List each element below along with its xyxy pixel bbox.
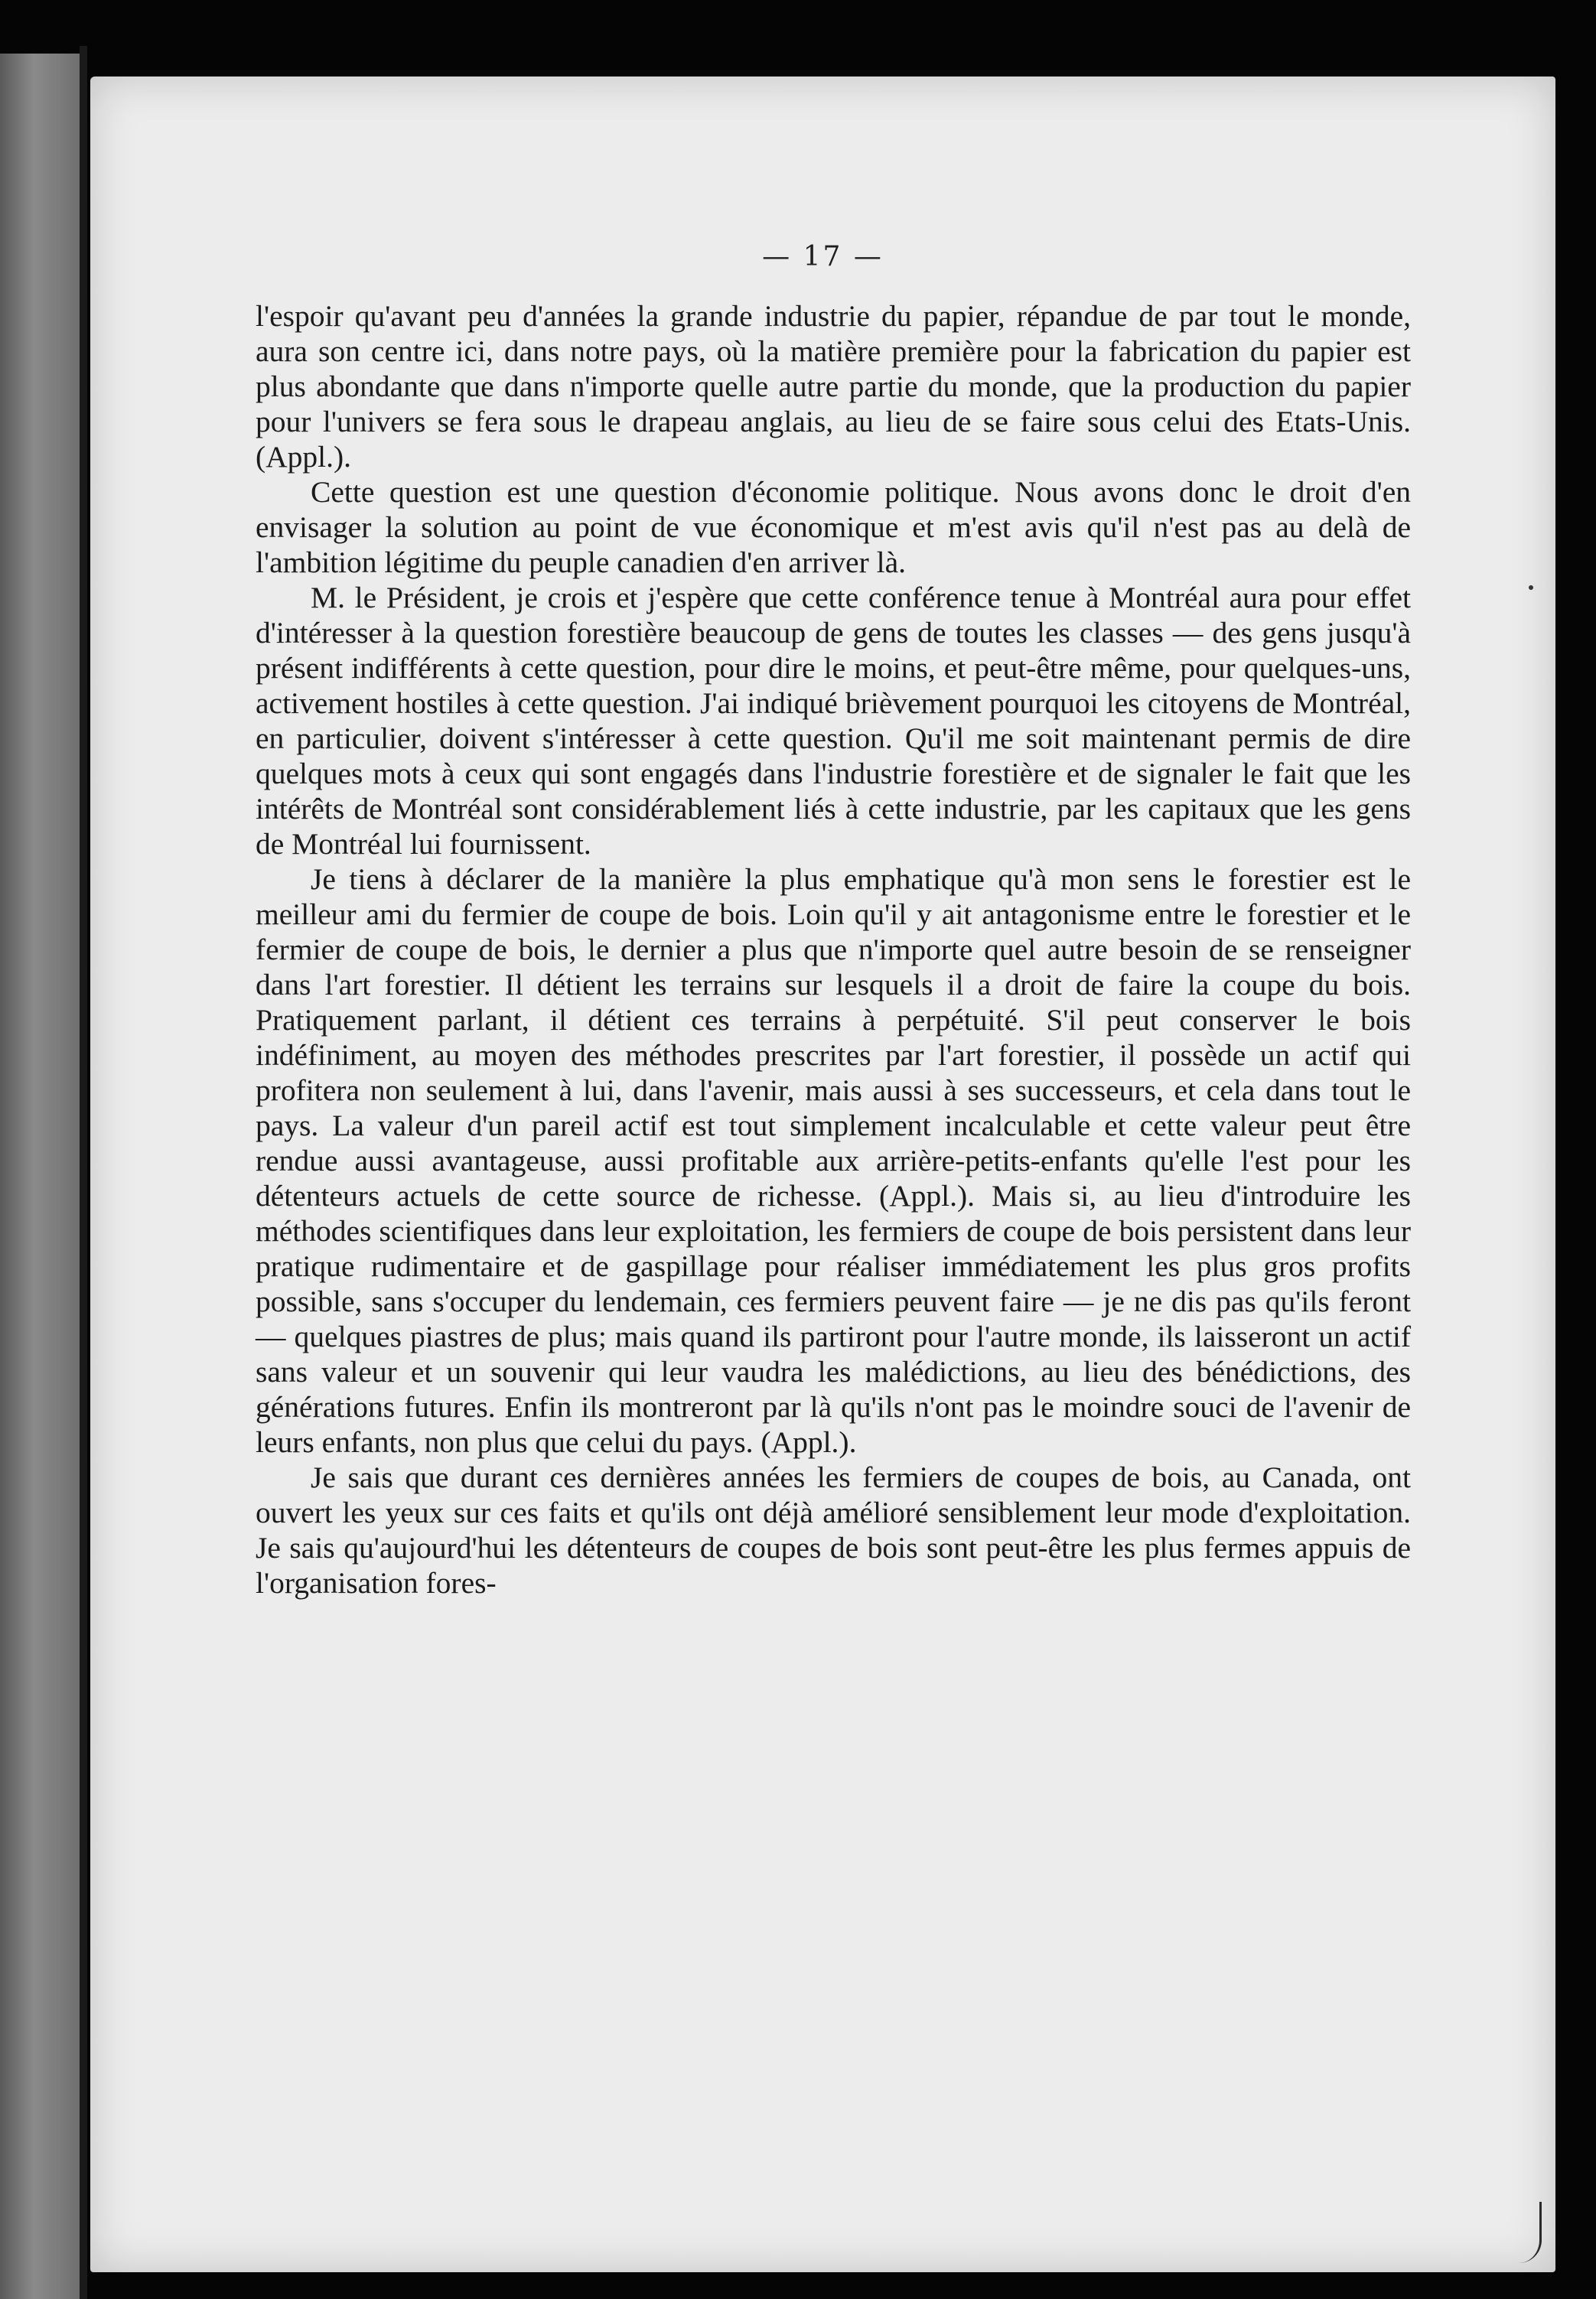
page-number: — 17 —: [762, 241, 884, 272]
paragraph-3: M. le Président, je crois et j'espère que cette conférence tenue à Montréal aura pour effet d'intéresser à la question forestière beaucoup de gens de toutes les classes — des gens jusqu'à présent indifférents à cette question, pour dire le moins, et peut-être même, pour quelques-uns, activement hostiles à cette question. J'ai indiqué brièvement pourquoi les citoyens de Montréal, en particulier, doivent s'intéresser à cette question. Qu'il me soit maintenant permis de dire quelques mots à ceux qui sont engagés dans l'industrie forestière et de signaler le fait que les intérêts de Montréal sont considérablement liés à cette industrie, par les capitaux que les gens de Montréal lui fournissent.: [256, 581, 1411, 861]
document-page: [90, 77, 1555, 2272]
page-corner-curl: [1516, 2202, 1542, 2263]
paragraph-5: Je sais que durant ces dernières années les fermiers de coupes de bois, au Canada, ont ouvert les yeux sur ces faits et qu'ils ont déjà amélioré sensiblement leur mode d'exploitation. Je sais qu'aujourd'hui les détenteurs de coupes de bois sont peut-être les plus fermes appuis de l'organisation fores-: [256, 1460, 1411, 1600]
paragraph-4: Je tiens à déclarer de la manière la plus emphatique qu'à mon sens le forestier est le meilleur ami du fermier de coupe de bois. Loin qu'il y ait antagonisme entre le forestier et le fermier de coupe de bois, le dernier a plus que n'importe quel autre besoin de se renseigner dans l'art forestier. Il détient les terrains sur lesquels il a droit de faire la coupe du bois. Pratiquement parlant, il détient ces terrains à perpétuité. S'il peut conserver le bois indéfiniment, au moyen des méthodes prescrites par l'art forestier, il possède un actif qui profitera non seulement à lui, dans l'avenir, mais aussi à ses successeurs, et cela dans tout le pays. La valeur d'un pareil actif est tout simplement incalculable et cette valeur peut être rendue aussi avantageuse, aussi profitable aux arrière-petits-enfants qu'elle l'est pour les détenteurs actuels de cette source de richesse. (Appl.). Mais si, au lieu d'introduire les méthodes scientifiques dans leur exploitation, les fermiers de coupe de bois persistent dans leur pratique rudimentaire et de gaspillage pour réaliser immédiatement les plus gros profits possible, sans s'occuper du lendemain, ces fermiers peuvent faire — je ne dis pas qu'ils feront — quelques piastres de plus; mais quand ils partiront pour l'autre monde, ils laisseront un actif sans valeur et un souvenir qui leur vaudra les malédictions, au lieu des bénédictions, des générations futures. Enfin ils montreront par là qu'ils n'ont pas le moindre souci de l'avenir de leurs enfants, non plus que celui du pays. (Appl.).: [256, 862, 1411, 1459]
scan-speck: [1529, 585, 1533, 590]
previous-page-edge: [0, 54, 84, 2299]
body-text: [256, 298, 1411, 1601]
page-gutter: [80, 46, 87, 2299]
paragraph-2: Cette question est une question d'économie politique. Nous avons donc le droit d'en envisager la solution au point de vue économique et m'est avis qu'il n'est pas au delà de l'ambition légitime du peuple canadien d'en arriver là.: [256, 475, 1411, 579]
paragraph-1: l'espoir qu'avant peu d'années la grande industrie du papier, répandue de par tout le monde, aura son centre ici, dans notre pays, où la matière première pour la fabrication du papier est plus abondante que dans n'importe quelle autre partie du monde, que la production du papier pour l'univers se fera sous le drapeau anglais, au lieu de se faire sous celui des Etats-Unis. (Appl.).: [256, 299, 1411, 474]
